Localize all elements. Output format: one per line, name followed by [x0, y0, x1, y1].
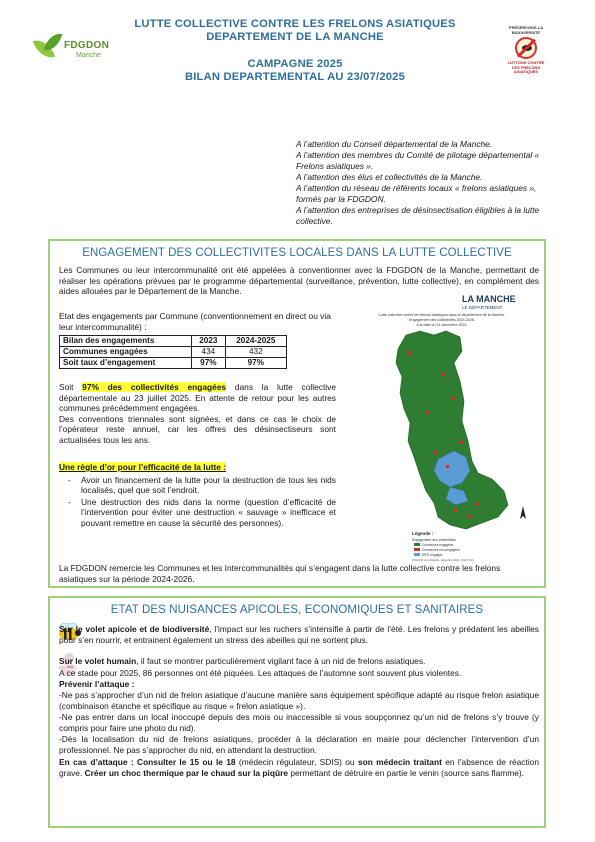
addressee-line: A l’attention des membres du Comité de pilotage départemental « Frelons asiatiques ». — [296, 150, 540, 171]
conventions-paragraph: Des conventions triennales sont signées, et dans ce cas le choix de l’opérateur reste annuel, car les offres des désinsectiseurs sont actualisées tous les ans. — [59, 413, 336, 445]
list-item: - Une destruction des nids dans la norme (question d’efficacité de l’intervention pour éviter une destruction « sauvage » inefficace et pouvant remettre en cause la sécurité des personnes). — [59, 497, 336, 529]
soit-paragraph: Soit 97% des collectivités engagées dans la lutte collective départementale au 23 juillet 2025. En attente de retour pour les autres communes précédemment engagées. — [59, 382, 337, 413]
addressee-line: A l’attention du Conseil départemental de la Manche. — [296, 139, 493, 149]
table-header-row — [60, 336, 287, 347]
logo-name: FDGDON — [64, 40, 110, 51]
section-engagement — [48, 239, 546, 588]
map-brand-1: LA MANCHE — [462, 294, 516, 304]
hornet-campaign-logo — [506, 26, 546, 72]
badge-top-text: PRÉSERVONS LA BIODIVERSITÉ — [508, 25, 544, 35]
engagement-status — [59, 311, 336, 369]
badge-bottom-text: LUTTONS CONTRE LES FRELONS ASIATIQUES — [507, 60, 545, 74]
title-line-1: LUTTE COLLECTIVE CONTRE LES FRELONS ASIATIQUES — [134, 18, 456, 30]
map-caption-1: Lutte collective contre les frelons asiatiques dans le département de la Manche. — [378, 313, 506, 317]
addressee-line: A l’attention des entreprises de désinsectisation éligibles à la lutte collective. — [296, 205, 540, 226]
thanks-paragraph: La FDGDON remercie les Communes et les Intercommunalités qui s’engagent dans la lutte collective contre les frelons asiatiques sur la période 2024-2026. — [59, 563, 501, 584]
table-header: 2023 — [192, 336, 226, 347]
humain-paragraph: Sur le volet humain, il faut se montrer particulièrement vigilant face à un nid de frelons asiatiques. — [59, 656, 426, 666]
section-title: ETAT DES NUISANCES APICOLES, ECONOMIQUES ET SANITAIRES — [110, 604, 484, 616]
table-cell: 97% — [225, 358, 286, 369]
map-caption-3: A la date du 31 décembre 2024. — [416, 323, 468, 327]
legend-item: Communes engagées — [422, 543, 454, 547]
prevenir-item: -Ne pas s’approcher d’un nid de frelon asiatique d’aucune manière sans équipement spécifique adapté au risque frelon asiatique (combinaison étanche et spécifique au risque « frelon asiatique »). — [59, 690, 539, 711]
golden-rule-heading: Une règle d’or pour l’efficacité de la lutte : — [59, 462, 227, 472]
document-title — [100, 18, 490, 84]
addressee-block — [296, 139, 546, 227]
table-cell: Soit taux d’engagement — [60, 358, 192, 369]
no-hornet-icon — [515, 37, 537, 59]
table-row — [60, 358, 287, 369]
table-cell: 97% — [192, 358, 226, 369]
fdgdon-logo — [34, 30, 124, 70]
leaf-icon — [44, 31, 63, 54]
title-line-3: CAMPAGNE 2025 — [247, 58, 343, 70]
prevenir-item: -Ne pas entrer dans un local inoccupé depuis des mois ou inaccessible si vous soupçonnez qu’un nid de frelons s’y trouve (y compris pour faire une photo du nid). — [59, 712, 539, 733]
table-header: 2024-2025 — [225, 336, 286, 347]
apicole-paragraph: Sur le volet apicole et de biodiversité, l’impact sur les ruchers s’intensifie à partir de l’été. Les frelons y prédatent les abeilles pour s’en nourrir, et entrainent également un stress des abeilles qui ne sortent plus. — [59, 624, 539, 645]
engagement-table — [59, 335, 287, 369]
engagement-summary — [59, 382, 336, 445]
legend-subtitle: Engagement des collectivités — [412, 538, 456, 542]
title-line-2: DEPARTEMENT DE LA MANCHE — [206, 31, 384, 43]
prevenir-heading: Prévenir l’attaque : — [59, 679, 135, 689]
apicole-heading: Sur le volet apicole et de biodiversité — [59, 624, 210, 634]
title-line-4: BILAN DEPARTEMENTAL AU 23/07/2025 — [184, 71, 406, 83]
humain-heading: Sur le volet humain — [59, 656, 137, 666]
legend-item: Communes non-engagées — [422, 548, 460, 552]
etat-text: Etat des engagements par Commune (conventionnement en direct ou via leur intercommunalité) : — [59, 311, 331, 332]
stade-paragraph: A ce stade pour 2025, 86 personnes ont été piquées. Les attaques de l’automne sont souvent plus violentes. — [59, 668, 462, 678]
logo-sub: Manche — [76, 52, 101, 59]
map-caption-2: Engagement des collectivités 2024-2026. — [409, 318, 475, 322]
golden-rule — [59, 462, 336, 529]
legend-title: Légende : — [412, 531, 434, 536]
map-brand-2: LE DÉPARTEMENT — [462, 305, 503, 310]
highlight-rate: 97% des collectivités engagées — [82, 382, 227, 392]
legend-item: EPCI engagés — [422, 553, 443, 557]
table-cell: 434 — [192, 347, 226, 358]
table-header: Bilan des engagements — [60, 336, 192, 347]
table-row — [60, 347, 287, 358]
map-figure — [342, 291, 542, 561]
addressee-line: A l’attention des élus et collectivités de la Manche. — [296, 172, 483, 182]
list-item: - Avoir un financement de la lutte pour la destruction de tous les nids localisés, quel que soit l’endroit. — [59, 475, 336, 496]
addressee-line: A l’attention du réseau de référents locaux « frelons asiatiques », formés par la FDGDON. — [296, 183, 537, 204]
attaque-paragraph: En cas d’attaque : Consulter le 15 ou le 18 (médecin régulateur, SDIS) ou son médecin traitant en l’absence de réaction grave. Créer un choc thermique par le chaud sur la piqûre permettant de détruire en partie le venin (source sans flamme). — [59, 757, 539, 778]
map-source: FDGDON de la Manche, décembre 2024 - QGIS 3.36 — [412, 559, 474, 561]
section-nuisances — [48, 596, 546, 828]
table-cell: 432 — [225, 347, 286, 358]
engagement-map — [342, 291, 542, 561]
prevenir-item: -Dès la localisation du nid de frelons asiatiques, procéder à la déclaration en mairie pour déclencher l’intervention d’un professionnel. Ne pas s’approcher du nid, en attendant la destruction. — [59, 734, 539, 755]
section-title: ENGAGEMENT DES COLLECTIVITES LOCALES DANS LA LUTTE COLLECTIVE — [82, 247, 512, 259]
table-cell: Communes engagées — [60, 347, 192, 358]
intro-paragraph: Les Communes ou leur intercommunalité ont été appelées à conventionner avec la FDGDON de la Manche, permettant de réaliser les opérations prévues par le programme départemental (surveillance, prévention, lutte collective), en complément des aides allouées par le Département de la Manche. — [59, 265, 539, 296]
